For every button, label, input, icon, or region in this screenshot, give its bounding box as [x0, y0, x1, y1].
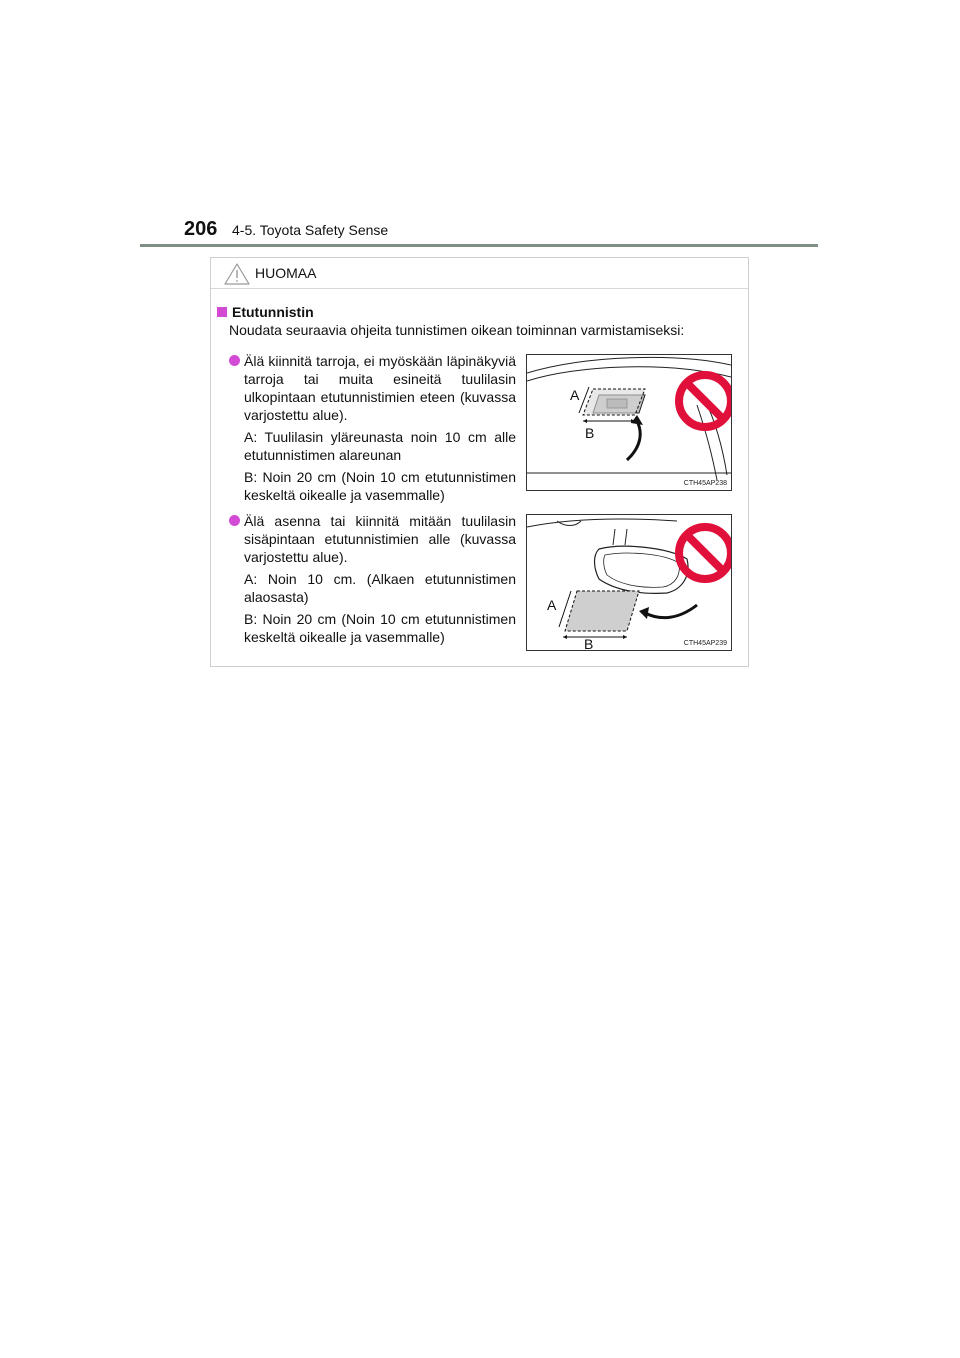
- caution-box: [210, 257, 749, 667]
- note-b: B: Noin 20 cm (Noin 10 cm etutunnistimen keskeltä oikealle ja vasemmalle): [244, 611, 516, 645]
- mirror-illustration: [527, 515, 731, 650]
- section-title: 4-5. Toyota Safety Sense: [232, 222, 389, 238]
- dimension-label-b: B: [585, 425, 595, 441]
- item-text: Älä kiinnitä tarroja, ei myöskään läpinäkyviä tarroja tai muita esineitä tuulilasin ulkopintaan etutunnistimien eteen (kuvassa varjostettu alue).: [244, 353, 516, 423]
- figure-windshield-outside: [526, 354, 732, 491]
- note-a: A: Noin 10 cm. (Alkaen etutunnistimen alaosasta): [244, 571, 516, 605]
- dimension-label-a: A: [547, 597, 557, 613]
- figure-windshield-inside: [526, 514, 732, 651]
- caution-header: [211, 258, 748, 289]
- note-b: B: Noin 20 cm (Noin 10 cm etutunnistimen keskeltä oikealle ja vasemmalle): [244, 469, 516, 503]
- note-a: A: Tuulilasin yläreunasta noin 10 cm alle etutunnistimen alareunan: [244, 429, 516, 463]
- item-text: Älä asenna tai kiinnitä mitään tuulilasin sisäpintaan etutunnistimien alle (kuvassa varjostettu alue).: [244, 513, 516, 565]
- windshield-illustration: [527, 355, 731, 490]
- intro-text: Noudata seuraavia ohjeita tunnistimen oikean toiminnan varmistamiseksi:: [229, 322, 685, 338]
- list-item: [229, 512, 516, 646]
- dimension-label-b: B: [584, 636, 594, 651]
- dimension-label-a: A: [570, 387, 580, 403]
- prohibition-icon: [679, 375, 731, 427]
- prohibition-icon: [679, 527, 731, 579]
- round-bullet-icon: [229, 515, 240, 526]
- page-number: 206: [184, 218, 218, 240]
- caution-label: HUOMAA: [255, 265, 317, 281]
- figure-code: CTH45AP239: [683, 640, 727, 647]
- square-bullet-icon: [217, 307, 227, 317]
- subheading-text: Etutunnistin: [232, 304, 314, 320]
- header-rule: [140, 244, 818, 247]
- warning-triangle-icon: [224, 263, 250, 285]
- subheading: [217, 304, 314, 320]
- round-bullet-icon: [229, 355, 240, 366]
- list-item: [229, 352, 516, 504]
- figure-code: CTH45AP238: [683, 480, 727, 487]
